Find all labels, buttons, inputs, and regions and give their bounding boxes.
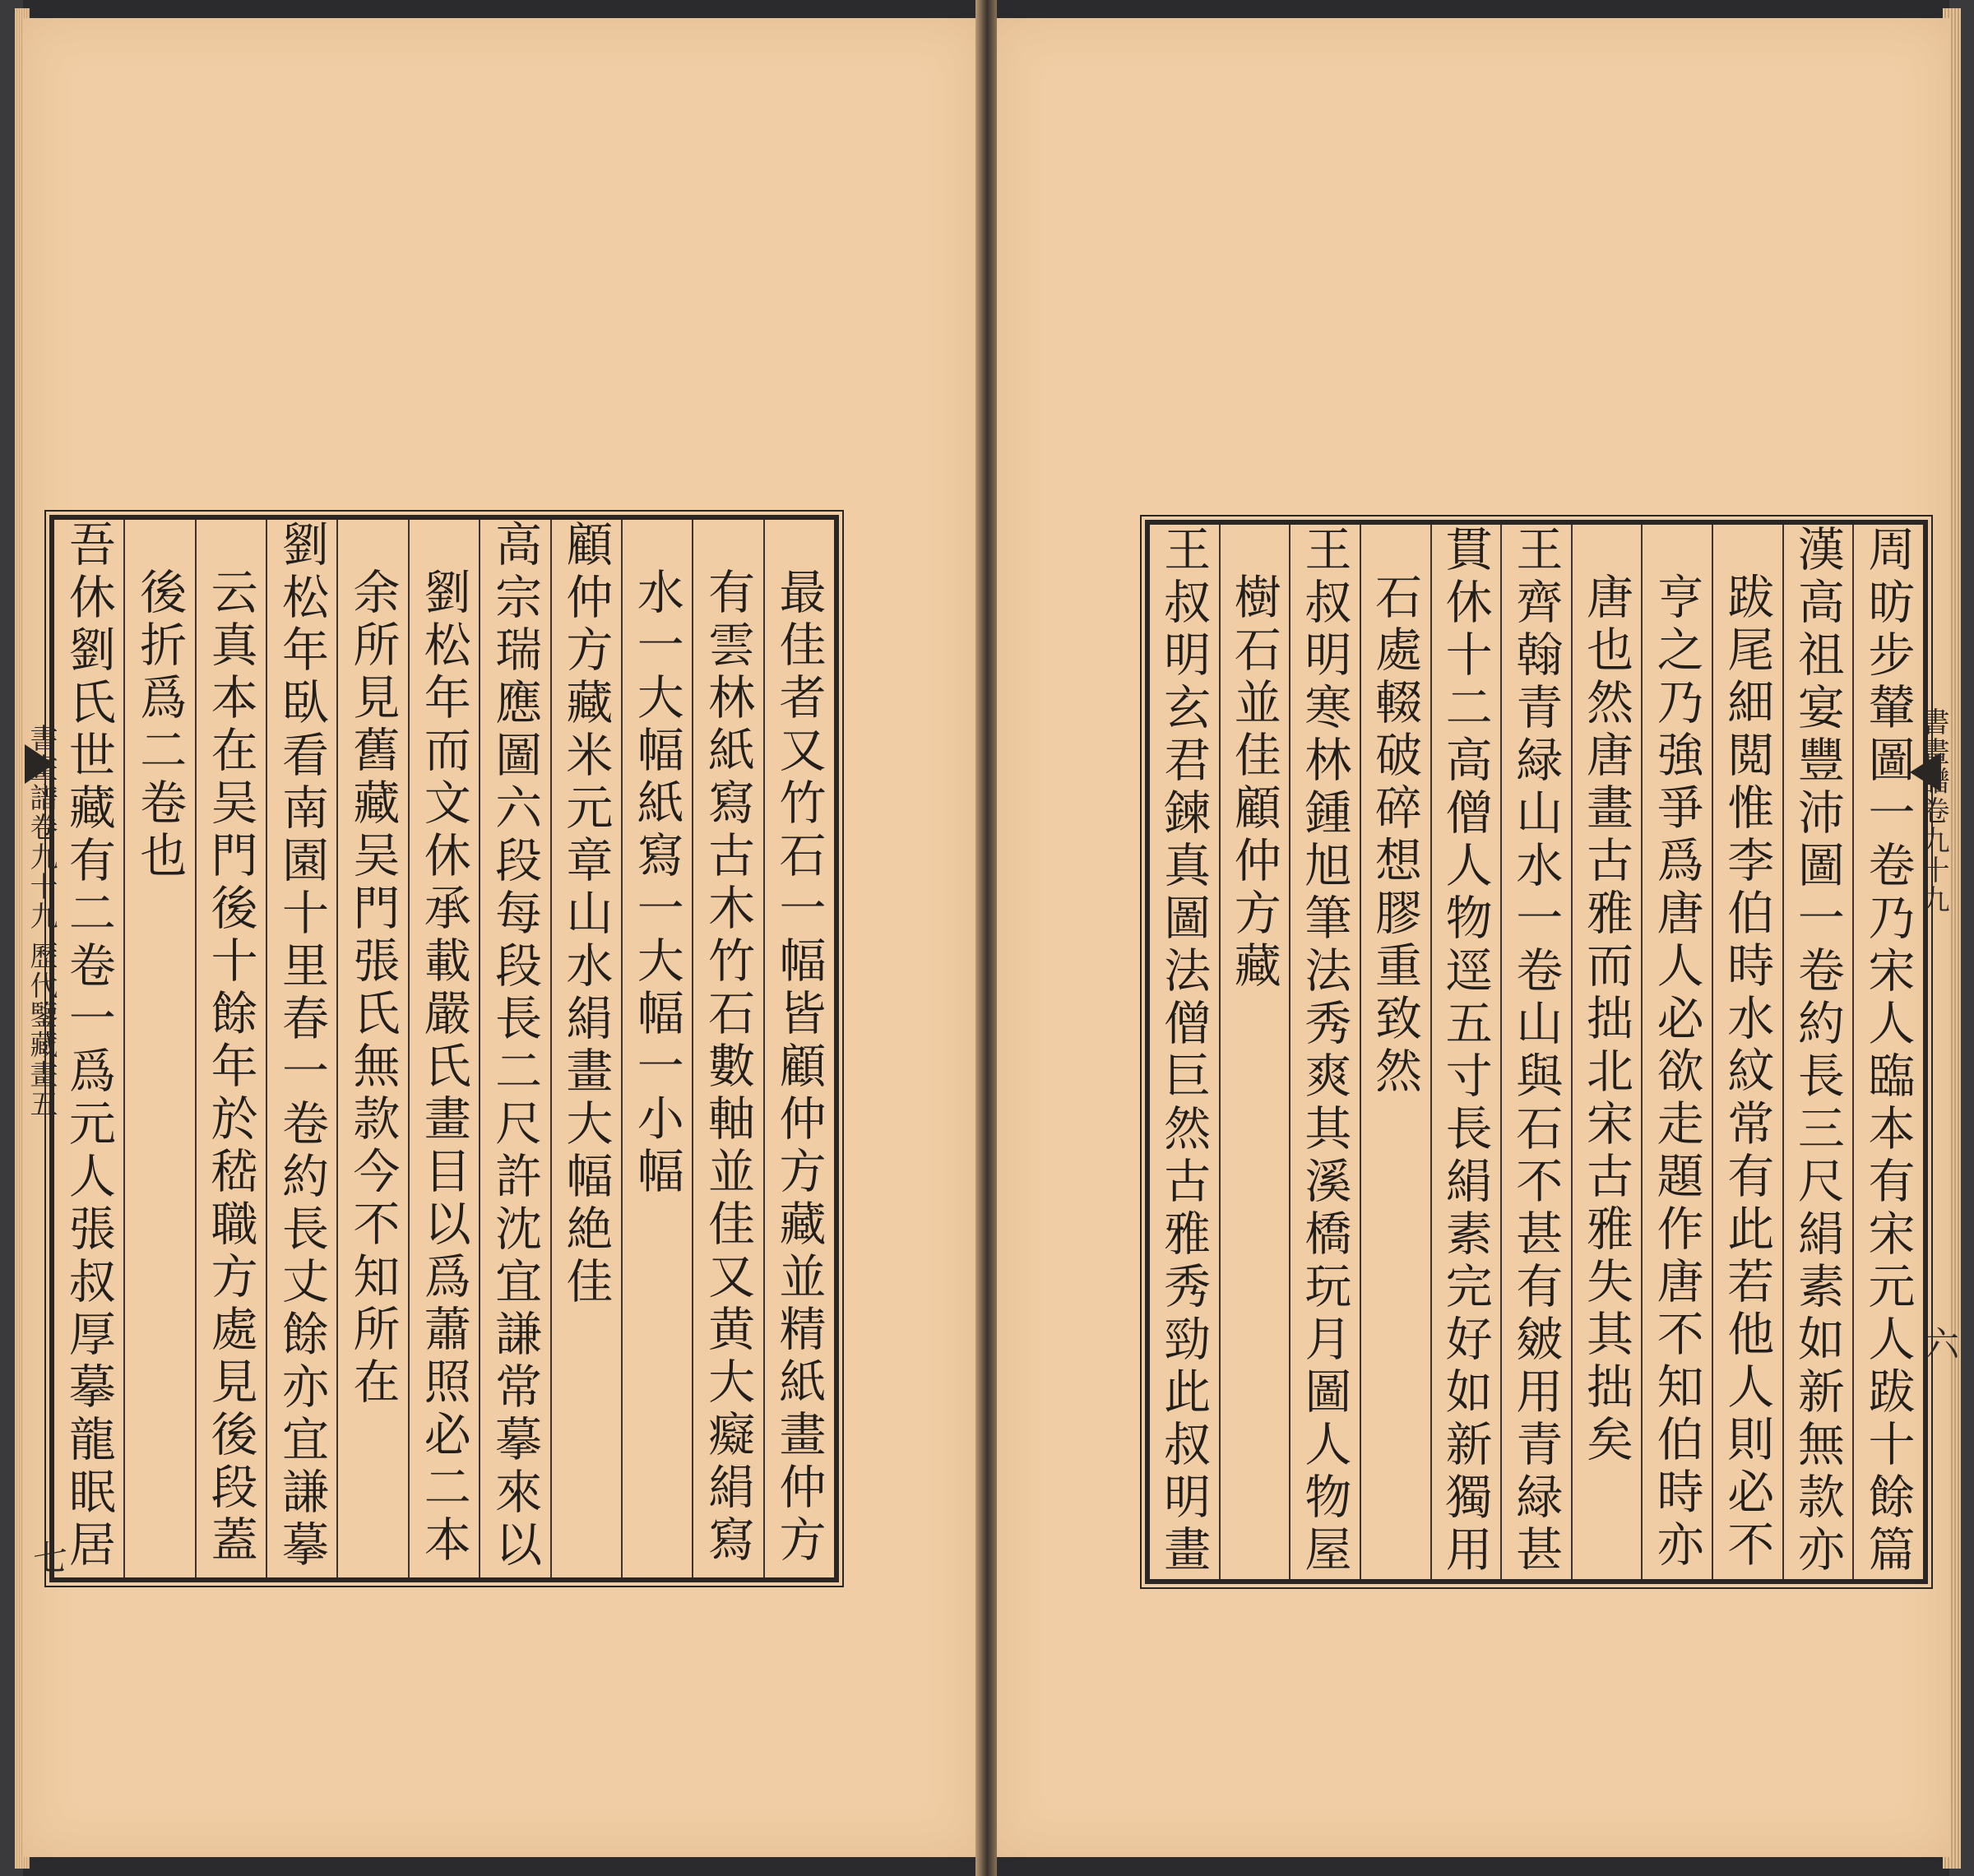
book-gutter (975, 0, 997, 1876)
left-fore-edge-title: 書畫譜卷九十九 歷代鑒藏畫五 (25, 724, 58, 1119)
left-column: 劉松年而文休承載嚴氏畫目以爲蕭照必二本 (408, 520, 479, 1577)
right-column: 周昉步輦圖一卷乃宋人臨本有宋元人跋十餘篇 (1852, 525, 1923, 1579)
left-column: 顧仲方藏米元章山水絹畫大幅絶佳 (550, 520, 621, 1577)
left-column: 高宗瑞應圖六段每段長二尺許沈宜謙常摹來以 (479, 520, 549, 1577)
right-column: 王叔明玄君鍊真圖法僧巨然古雅秀勁此叔明畫 (1156, 525, 1211, 1577)
left-column: 吾休劉氏世藏有二卷一爲元人張叔厚摹龍眠居 (61, 520, 116, 1573)
left-text-block (49, 515, 839, 1582)
right-column: 貫休十二高僧人物逕五寸長絹素完好如新獨用 (1430, 525, 1501, 1579)
left-column: 後折爲二卷也 (123, 520, 194, 1577)
left-folio-number: 七 (28, 1540, 68, 1576)
left-columns (54, 520, 834, 1577)
right-columns (1150, 525, 1923, 1579)
right-column: 亨之乃強爭爲唐人必欲走題作唐不知伯時亦 (1641, 525, 1712, 1579)
right-column: 唐也然唐畫古雅而拙北宋古雅失其拙矣 (1571, 525, 1642, 1579)
right-column: 漢高祖宴豐沛圖一卷約長三尺絹素如新無款亦 (1782, 525, 1853, 1579)
right-text-block (1145, 520, 1928, 1584)
left-column: 水一大幅紙寫一大幅一小幅 (621, 520, 692, 1577)
right-folio-number: 六 (1920, 1326, 1960, 1362)
left-column: 有雲林紙寫古木竹石數軸並佳又黄大癡絹寫 (692, 520, 762, 1577)
left-column: 最佳者又竹石一幅皆顧仲方藏並精紙畫仲方 (763, 520, 834, 1577)
right-column: 樹石並佳顧仲方藏 (1219, 525, 1290, 1579)
left-column: 余所見舊藏吴門張氏無款今不知所在 (336, 520, 407, 1577)
right-column: 石處輟破碎想膠重致然 (1360, 525, 1430, 1579)
right-column: 王齊翰青緑山水一卷山與石不甚有皴用青緑甚 (1500, 525, 1571, 1579)
right-fore-edge-title: 書畫譜卷九十九 (1916, 707, 1949, 915)
left-column: 劉松年臥看南園十里春一卷約長丈餘亦宜謙摹 (266, 520, 336, 1577)
left-column: 云真本在吴門後十餘年於嵇職方處見後段蓋 (195, 520, 266, 1577)
right-column: 王叔明寒林鍾旭筆法秀爽其溪橋玩月圖人物屋 (1289, 525, 1360, 1579)
right-column: 跋尾細閲惟李伯時水紋常有此若他人則必不 (1712, 525, 1782, 1579)
